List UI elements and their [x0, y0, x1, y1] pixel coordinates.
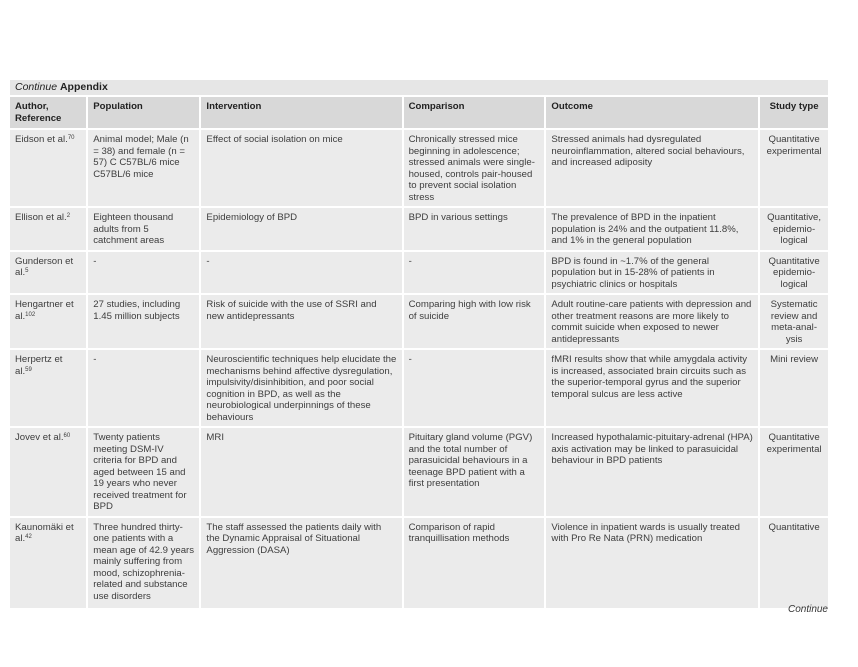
cell-study-type: Quantitative epidemio-logical	[760, 252, 828, 294]
cell-outcome: Violence in inpatient wards is usually treated with Pro Re Nata (PRN) medication	[546, 518, 758, 608]
author-name: Gunderson et al.	[15, 255, 74, 278]
cell-comparison: Comparison of rapid tranquillisation methods	[404, 518, 545, 608]
author-name: Hengartner et al.	[15, 299, 74, 322]
cell-population: Twenty patients meeting DSM-IV criteria for BPD and aged between 15 and 19 years who never received treatment for BPD	[88, 428, 199, 516]
cell-outcome: BPD is found in ~1.7% of the general population but in 15-28% of patients in psychiatric clinics or hospitals	[546, 252, 758, 294]
cell-author	[10, 295, 86, 348]
table-row	[10, 518, 828, 608]
header-population: Population	[88, 97, 199, 128]
header-author: Author, Reference	[10, 97, 86, 128]
cell-intervention: Neuroscientific techniques help elucidate the mechanisms behind affective dysregulation, impulsivity/disinhibition, and poor social cognition in BPD, as well as the neurobiological underpinnings of these behaviours	[201, 350, 401, 426]
cell-author	[10, 518, 86, 608]
header-row	[10, 97, 828, 128]
cell-comparison: Comparing high with low risk of suicide	[404, 295, 545, 348]
cell-intervention: The staff assessed the patients daily with the Dynamic Appraisal of Situational Aggression (DASA)	[201, 518, 401, 608]
cell-study-type: Quantitative	[760, 518, 828, 608]
cell-population: Three hundred thirty-one patients with a mean age of 42.9 years mainly suffering from mood, schizophrenia-related and substance use disorders	[88, 518, 199, 608]
author-name: Eidson et al.	[15, 134, 68, 145]
cell-intervention: MRI	[201, 428, 401, 516]
cell-study-type: Quantitative, epidemio-logical	[760, 208, 828, 250]
appendix-table	[8, 95, 830, 610]
caption-title: Appendix	[59, 81, 108, 93]
cell-study-type: Quantitative experimental	[760, 130, 828, 206]
cell-population: -	[88, 350, 199, 426]
cell-intervention: -	[201, 252, 401, 294]
author-name: Herpertz et al.	[15, 354, 63, 377]
table-row	[10, 295, 828, 348]
reference-number: 42	[25, 534, 32, 540]
cell-comparison: -	[404, 350, 545, 426]
header-outcome: Outcome	[546, 97, 758, 128]
cell-intervention: Epidemiology of BPD	[201, 208, 401, 250]
cell-intervention: Risk of suicide with the use of SSRI and new antidepressants	[201, 295, 401, 348]
cell-author	[10, 252, 86, 294]
caption-prefix: Continue	[15, 81, 58, 93]
cell-comparison: Chronically stressed mice beginning in adolescence; stressed animals were single-housed, controls pair-housed to prevent social isolation stress	[404, 130, 545, 206]
author-name: Ellison et al.	[15, 212, 67, 223]
table-caption	[10, 80, 828, 95]
reference-number: 60	[63, 433, 71, 439]
appendix-table-container	[10, 80, 828, 610]
reference-number: 5	[25, 268, 29, 274]
cell-comparison: -	[404, 252, 545, 294]
cell-outcome: Adult routine-care patients with depression and other treatment reasons are more likely to commit suicide when exposed to newer antidepressants	[546, 295, 758, 348]
cell-outcome: The prevalence of BPD in the inpatient population is 24% and the outpatient 11.8%, and 1% in the general population	[546, 208, 758, 250]
cell-intervention: Effect of social isolation on mice	[201, 130, 401, 206]
table-row	[10, 428, 828, 516]
cell-author	[10, 350, 86, 426]
cell-population: Eighteen thousand adults from 5 catchment areas	[88, 208, 199, 250]
table-row	[10, 350, 828, 426]
reference-number: 102	[25, 311, 36, 318]
cell-study-type: Mini review	[760, 350, 828, 426]
table-row	[10, 208, 828, 250]
cell-study-type: Systematic review and meta-anal-ysis	[760, 295, 828, 348]
cell-population: 27 studies, including 1.45 million subjects	[88, 295, 199, 348]
header-comparison: Comparison	[404, 97, 545, 128]
cell-comparison: Pituitary gland volume (PGV) and the total number of parasuicidal behaviours in a teenage BPD patient with a first presentation	[404, 428, 545, 516]
reference-number: 59	[25, 366, 32, 373]
header-intervention: Intervention	[201, 97, 401, 128]
cell-study-type: Quantitative experimental	[760, 428, 828, 516]
table-row	[10, 252, 828, 294]
header-study-type: Study type	[760, 97, 828, 128]
continue-note: Continue	[787, 604, 828, 615]
cell-author	[10, 208, 86, 250]
reference-number: 2	[66, 213, 71, 219]
reference-number: 70	[67, 135, 75, 141]
table-row	[10, 130, 828, 206]
cell-population: Animal model; Male (n = 38) and female (n = 57) C C57BL/6 mice C57BL/6 mice	[88, 130, 199, 206]
cell-author	[10, 428, 86, 516]
cell-population: -	[88, 252, 199, 294]
cell-comparison: BPD in various settings	[404, 208, 545, 250]
author-name: Kaunomäki et al.	[15, 521, 74, 544]
cell-outcome: fMRI results show that while amygdala activity is increased, associated brain circuits such as the superior-temporal gyrus and the superior temporal sulcus are less active	[546, 350, 758, 426]
cell-outcome: Stressed animals had dysregulated neuroinflammation, altered social behaviours, and increased adiposity	[546, 130, 758, 206]
author-name: Jovev et al.	[15, 432, 64, 443]
cell-author	[10, 130, 86, 206]
cell-outcome: Increased hypothalamic-pituitary-adrenal (HPA) axis activation may be linked to parasuicidal behaviour in BPD patients	[546, 428, 758, 516]
